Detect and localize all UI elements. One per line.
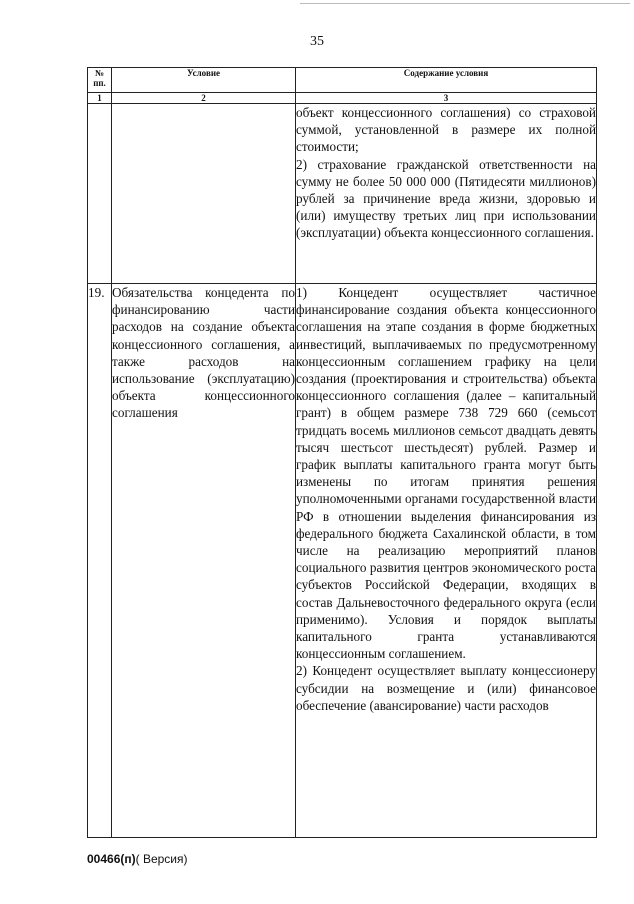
row-content xyxy=(296,104,597,284)
header-content: Содержание условия xyxy=(296,68,597,93)
table-row xyxy=(88,104,597,284)
row-number: 19. xyxy=(88,284,112,838)
page-number: 35 xyxy=(310,34,324,49)
scan-edge-line xyxy=(300,3,630,4)
table-index-row xyxy=(88,93,597,104)
index-cell: 1 xyxy=(88,93,112,104)
index-cell: 2 xyxy=(112,93,296,104)
table-header-row xyxy=(88,68,597,93)
content-paragraph: 2) страхование гражданской ответственности на сумму не более 50 000 000 (Пятидесяти миллионов) рублей за причинение вреда жизни, здоровью и (или) имуществу третьих лиц при использовании (эксплуатации) объекта концессионного соглашения. xyxy=(296,156,596,241)
header-condition: Условие xyxy=(112,68,296,93)
content-paragraph: 1) Концедент осуществляет частичное финансирование создания объекта концессионного соглашения на этапе создания в форме бюджетных инвестиций, выплачиваемых по предусмотренному концессионным соглашением графику на цели создания (проектирования и строительства) объекта концессионного соглашения (далее – капитальный грант) в общем размере 738 729 660 (семьсот тридцать восемь миллионов семьсот двадцать девять тысяч шестьсот шестьдесят) рублей. Размер и график выплаты капитального гранта могут быть изменены по итогам принятия решения уполномоченными органами государственной власти РФ в отношении выделения финансирования из федерального бюджета Сахалинской области, в том числе на реализацию мероприятий планов социального развития центров экономического роста субъектов Российской Федерации, входящих в состав Дальневосточного федерального округа (если применимо). Условия и порядок выплаты капитального гранта устанавливаются концессионным соглашением. xyxy=(296,285,596,662)
row-number xyxy=(88,104,112,284)
document-footer xyxy=(87,852,188,866)
document-version: ( Версия) xyxy=(135,852,188,866)
conditions-table xyxy=(87,67,597,838)
header-num: № пп. xyxy=(88,68,112,93)
index-cell: 3 xyxy=(296,93,597,104)
table-row xyxy=(88,284,597,838)
row-condition: Обязательства концедента по финансированию части расходов на создание объекта концессионного соглашения, а также расходов на использование (эксплуатацию) объекта концессионного соглашения xyxy=(112,284,296,838)
document-code: 00466(п) xyxy=(87,852,136,866)
content-paragraph: 2) Концедент осуществляет выплату концессионеру субсидии на возмещение и (или) финансовое обеспечение (авансирование) части расходов xyxy=(296,663,596,713)
row-content xyxy=(296,284,597,838)
row-condition xyxy=(112,104,296,284)
content-paragraph: объект концессионного соглашения) со страховой суммой, установленной в размере их полной стоимости; xyxy=(296,105,596,155)
